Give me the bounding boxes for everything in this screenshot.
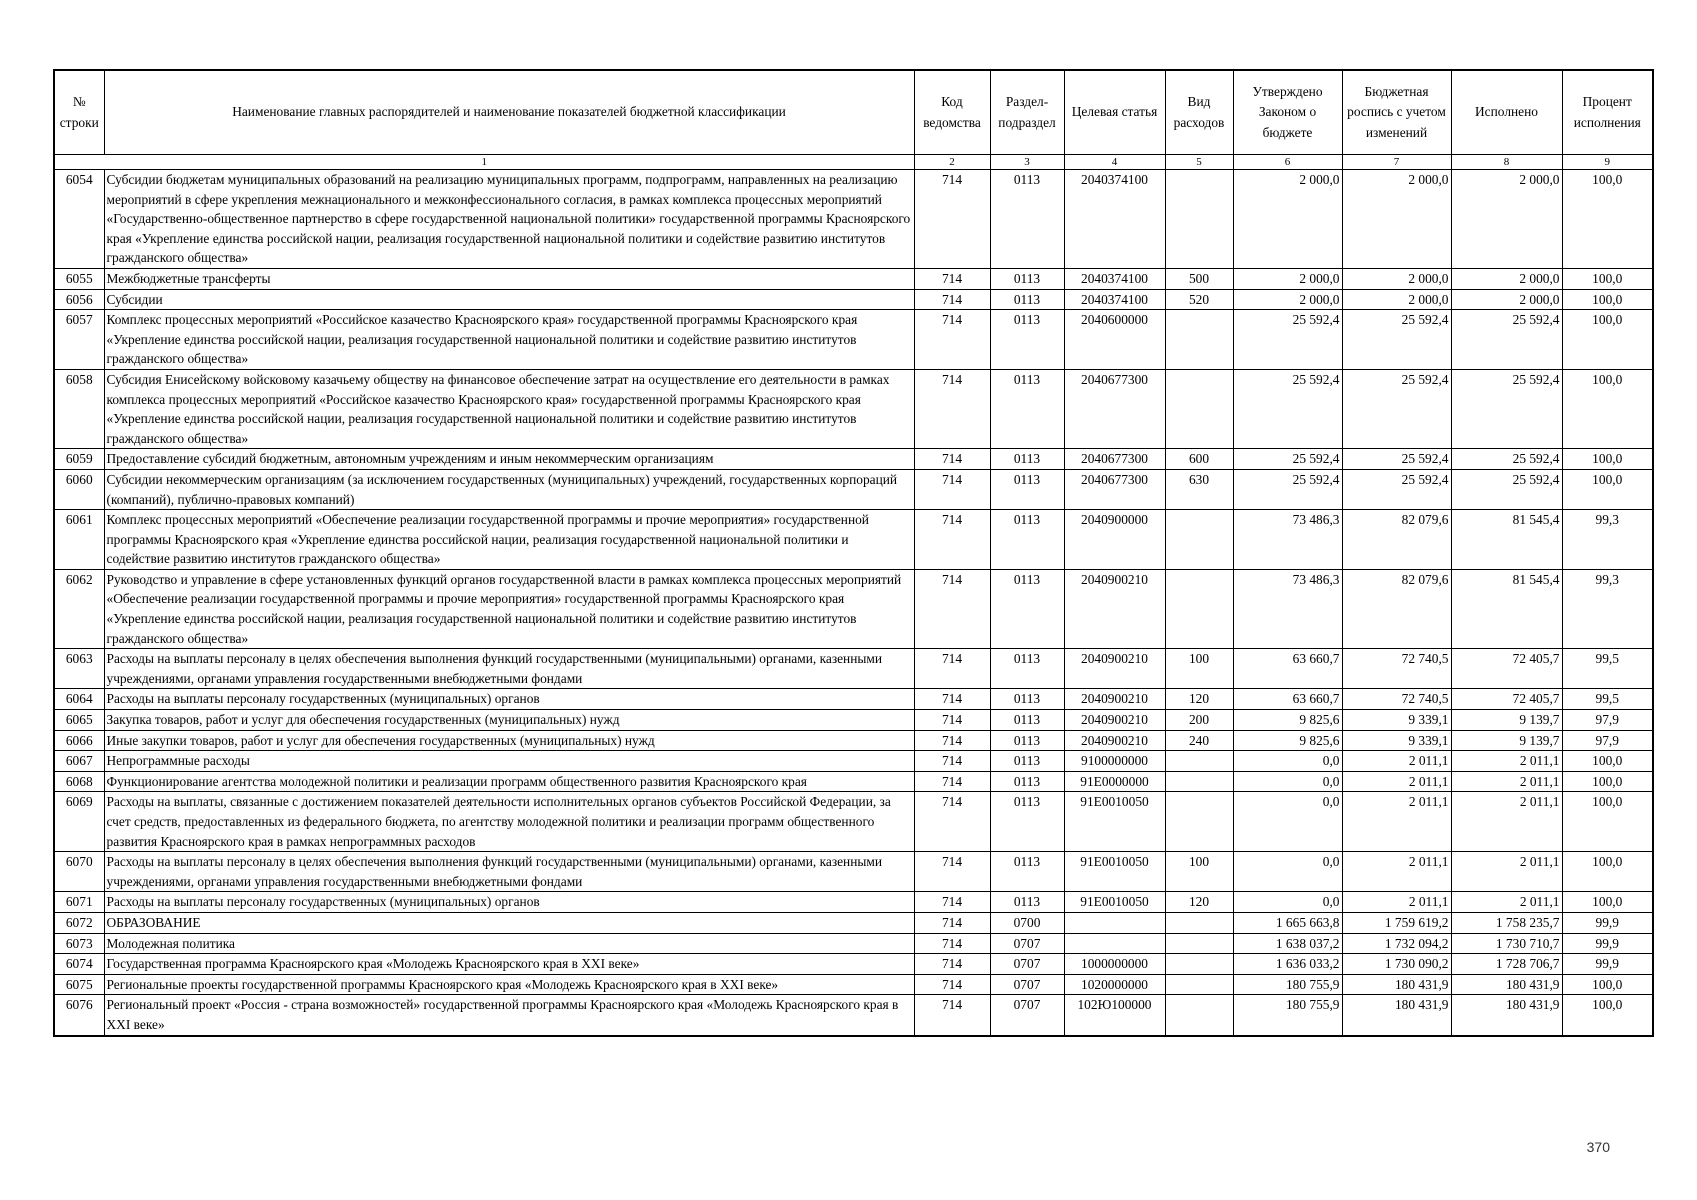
executed-amount: 9 139,7	[1451, 710, 1562, 731]
dept-code: 714	[914, 649, 990, 689]
percent-value: 100,0	[1562, 995, 1653, 1036]
row-name: Руководство и управление в сфере установленных функций органов государственной власти в рамках комплекса процессных мероприятий «Обеспечение реализации государственной программы и прочие мероприятия» государственной программы Красноярского края «Укрепление единства российской нации, реализация государственной национальной политики и содействие развитию институтов гражданского общества»	[104, 569, 914, 648]
budget-amount: 9 339,1	[1342, 730, 1451, 751]
expense-type	[1165, 974, 1233, 995]
executed-amount: 2 011,1	[1451, 792, 1562, 852]
expense-type	[1165, 954, 1233, 975]
expense-type	[1165, 933, 1233, 954]
dept-code: 714	[914, 569, 990, 648]
section-code: 0113	[990, 689, 1064, 710]
percent-value: 100,0	[1562, 792, 1653, 852]
dept-code: 714	[914, 469, 990, 509]
budget-amount: 2 011,1	[1342, 792, 1451, 852]
header-executed: Исполнено	[1451, 70, 1562, 155]
target-code: 91Е0010050	[1064, 852, 1165, 892]
approved-amount: 73 486,3	[1233, 510, 1342, 570]
executed-amount: 2 011,1	[1451, 751, 1562, 772]
budget-amount: 9 339,1	[1342, 710, 1451, 731]
row-name: Межбюджетные трансферты	[104, 268, 914, 289]
dept-code: 714	[914, 289, 990, 310]
expense-type	[1165, 771, 1233, 792]
row-number: 6060	[54, 469, 104, 509]
header-approved: Утверждено Законом о бюджете	[1233, 70, 1342, 155]
header-target: Целевая статья	[1064, 70, 1165, 155]
row-number: 6055	[54, 268, 104, 289]
target-code: 2040374100	[1064, 170, 1165, 269]
table-row	[54, 268, 1653, 289]
approved-amount: 0,0	[1233, 892, 1342, 913]
dept-code: 714	[914, 912, 990, 933]
expense-type: 520	[1165, 289, 1233, 310]
percent-value: 100,0	[1562, 771, 1653, 792]
header-name: Наименование главных распорядителей и наименование показателей бюджетной классификации	[104, 70, 914, 155]
row-name: Молодежная политика	[104, 933, 914, 954]
row-number: 6066	[54, 730, 104, 751]
percent-value: 100,0	[1562, 449, 1653, 470]
executed-amount: 72 405,7	[1451, 689, 1562, 710]
column-number: 7	[1342, 155, 1451, 170]
percent-value: 100,0	[1562, 974, 1653, 995]
target-code: 2040374100	[1064, 268, 1165, 289]
expense-type: 600	[1165, 449, 1233, 470]
budget-amount: 1 730 090,2	[1342, 954, 1451, 975]
row-name: Комплекс процессных мероприятий «Обеспечение реализации государственной программы и прочие мероприятия» государственной программы Красноярского края «Укрепление единства российской нации, реализация государственной национальной политики и содействие развитию институтов гражданского общества»	[104, 510, 914, 570]
target-code: 1000000000	[1064, 954, 1165, 975]
row-number: 6068	[54, 771, 104, 792]
row-number: 6059	[54, 449, 104, 470]
page-number: 370	[1586, 1139, 1610, 1155]
dept-code: 714	[914, 792, 990, 852]
budget-amount: 25 592,4	[1342, 310, 1451, 370]
expense-type: 100	[1165, 649, 1233, 689]
percent-value: 99,3	[1562, 569, 1653, 648]
percent-value: 100,0	[1562, 170, 1653, 269]
executed-amount: 180 431,9	[1451, 995, 1562, 1036]
executed-amount: 25 592,4	[1451, 369, 1562, 448]
percent-value: 100,0	[1562, 310, 1653, 370]
approved-amount: 0,0	[1233, 792, 1342, 852]
percent-value: 100,0	[1562, 369, 1653, 448]
table-row	[54, 852, 1653, 892]
section-code: 0113	[990, 852, 1064, 892]
approved-amount: 1 665 663,8	[1233, 912, 1342, 933]
dept-code: 714	[914, 954, 990, 975]
row-name: Субсидии	[104, 289, 914, 310]
budget-amount: 2 011,1	[1342, 892, 1451, 913]
row-number: 6063	[54, 649, 104, 689]
section-code: 0113	[990, 289, 1064, 310]
expense-type: 200	[1165, 710, 1233, 731]
table-row	[54, 369, 1653, 448]
table-row	[54, 730, 1653, 751]
dept-code: 714	[914, 170, 990, 269]
header-percent: Процент исполнения	[1562, 70, 1653, 155]
row-number: 6071	[54, 892, 104, 913]
expense-type: 240	[1165, 730, 1233, 751]
expense-type	[1165, 569, 1233, 648]
executed-amount: 1 728 706,7	[1451, 954, 1562, 975]
percent-value: 100,0	[1562, 751, 1653, 772]
section-code: 0707	[990, 974, 1064, 995]
executed-amount: 25 592,4	[1451, 469, 1562, 509]
budget-amount: 2 000,0	[1342, 170, 1451, 269]
row-name: Расходы на выплаты персоналу в целях обеспечения выполнения функций государственными (муниципальными) органами, казенными учреждениями, органами управления государственными внебюджетными фондами	[104, 852, 914, 892]
budget-amount: 180 431,9	[1342, 995, 1451, 1036]
executed-amount: 2 011,1	[1451, 852, 1562, 892]
header-exp-type: Вид расходов	[1165, 70, 1233, 155]
approved-amount: 1 636 033,2	[1233, 954, 1342, 975]
approved-amount: 25 592,4	[1233, 449, 1342, 470]
budget-table	[53, 69, 1654, 1037]
expense-type: 500	[1165, 268, 1233, 289]
budget-amount: 72 740,5	[1342, 689, 1451, 710]
budget-amount: 1 732 094,2	[1342, 933, 1451, 954]
row-number: 6067	[54, 751, 104, 772]
target-code: 2040900000	[1064, 510, 1165, 570]
target-code: 2040677300	[1064, 369, 1165, 448]
row-name: Иные закупки товаров, работ и услуг для обеспечения государственных (муниципальных) нужд	[104, 730, 914, 751]
budget-amount: 1 759 619,2	[1342, 912, 1451, 933]
row-number: 6056	[54, 289, 104, 310]
executed-amount: 81 545,4	[1451, 510, 1562, 570]
expense-type	[1165, 912, 1233, 933]
executed-amount: 9 139,7	[1451, 730, 1562, 751]
row-name: Региональные проекты государственной программы Красноярского края «Молодежь Красноярского края в XXI веке»	[104, 974, 914, 995]
dept-code: 714	[914, 689, 990, 710]
row-number: 6072	[54, 912, 104, 933]
executed-amount: 2 000,0	[1451, 268, 1562, 289]
target-code: 2040900210	[1064, 689, 1165, 710]
budget-amount: 25 592,4	[1342, 469, 1451, 509]
approved-amount: 2 000,0	[1233, 170, 1342, 269]
row-name: Субсидии бюджетам муниципальных образований на реализацию муниципальных программ, подпрограмм, направленных на реализацию мероприятий в сфере укрепления межнационального и межконфессионального согласия, в рамках комплекса процессных мероприятий «Государственно-общественное партнерство в сфере государственной национальной политики» государственной программы Красноярского края «Укрепление единства российской нации, реализация государственной национальной политики и содействие развитию институтов гражданского общества»	[104, 170, 914, 269]
dept-code: 714	[914, 710, 990, 731]
section-code: 0113	[990, 649, 1064, 689]
row-name: Непрограммные расходы	[104, 751, 914, 772]
section-code: 0113	[990, 569, 1064, 648]
percent-value: 99,3	[1562, 510, 1653, 570]
section-code: 0113	[990, 449, 1064, 470]
row-number: 6070	[54, 852, 104, 892]
approved-amount: 25 592,4	[1233, 469, 1342, 509]
executed-amount: 25 592,4	[1451, 310, 1562, 370]
budget-amount: 2 000,0	[1342, 289, 1451, 310]
budget-amount: 25 592,4	[1342, 369, 1451, 448]
target-code	[1064, 912, 1165, 933]
approved-amount: 9 825,6	[1233, 730, 1342, 751]
target-code: 91Е0000000	[1064, 771, 1165, 792]
table-row	[54, 954, 1653, 975]
approved-amount: 63 660,7	[1233, 689, 1342, 710]
section-code: 0707	[990, 995, 1064, 1036]
section-code: 0113	[990, 469, 1064, 509]
dept-code: 714	[914, 449, 990, 470]
row-number: 6076	[54, 995, 104, 1036]
header-section: Раздел- подраздел	[990, 70, 1064, 155]
target-code: 2040900210	[1064, 730, 1165, 751]
approved-amount: 0,0	[1233, 751, 1342, 772]
approved-amount: 1 638 037,2	[1233, 933, 1342, 954]
table-row	[54, 310, 1653, 370]
row-name: Расходы на выплаты персоналу государственных (муниципальных) органов	[104, 689, 914, 710]
target-code: 102Ю100000	[1064, 995, 1165, 1036]
row-number: 6061	[54, 510, 104, 570]
executed-amount: 1 730 710,7	[1451, 933, 1562, 954]
row-number: 6058	[54, 369, 104, 448]
percent-value: 99,9	[1562, 912, 1653, 933]
section-code: 0113	[990, 170, 1064, 269]
table-row	[54, 974, 1653, 995]
approved-amount: 63 660,7	[1233, 649, 1342, 689]
target-code: 1020000000	[1064, 974, 1165, 995]
approved-amount: 73 486,3	[1233, 569, 1342, 648]
section-code: 0113	[990, 730, 1064, 751]
budget-amount: 25 592,4	[1342, 449, 1451, 470]
target-code: 9100000000	[1064, 751, 1165, 772]
approved-amount: 0,0	[1233, 852, 1342, 892]
row-name: Функционирование агентства молодежной политики и реализации программ общественного развития Красноярского края	[104, 771, 914, 792]
table-row	[54, 912, 1653, 933]
section-code: 0113	[990, 792, 1064, 852]
budget-amount: 2 000,0	[1342, 268, 1451, 289]
row-name: Расходы на выплаты персоналу государственных (муниципальных) органов	[104, 892, 914, 913]
approved-amount: 2 000,0	[1233, 289, 1342, 310]
table-row	[54, 449, 1653, 470]
row-name: Предоставление субсидий бюджетным, автономным учреждениям и иным некоммерческим организациям	[104, 449, 914, 470]
approved-amount: 0,0	[1233, 771, 1342, 792]
expense-type	[1165, 310, 1233, 370]
table-row	[54, 510, 1653, 570]
approved-amount: 180 755,9	[1233, 995, 1342, 1036]
row-number: 6075	[54, 974, 104, 995]
approved-amount: 25 592,4	[1233, 369, 1342, 448]
row-name: Государственная программа Красноярского края «Молодежь Красноярского края в XXI веке»	[104, 954, 914, 975]
budget-amount: 2 011,1	[1342, 852, 1451, 892]
executed-amount: 2 011,1	[1451, 771, 1562, 792]
dept-code: 714	[914, 995, 990, 1036]
budget-amount: 2 011,1	[1342, 751, 1451, 772]
percent-value: 97,9	[1562, 730, 1653, 751]
target-code: 2040900210	[1064, 569, 1165, 648]
percent-value: 100,0	[1562, 892, 1653, 913]
section-code: 0707	[990, 933, 1064, 954]
header-dept-code: Код ведомства	[914, 70, 990, 155]
dept-code: 714	[914, 852, 990, 892]
dept-code: 714	[914, 751, 990, 772]
percent-value: 97,9	[1562, 710, 1653, 731]
row-name: Комплекс процессных мероприятий «Российское казачество Красноярского края» государственной программы Красноярского края «Укрепление единства российской нации, реализация государственной национальной политики и содействие развитию институтов гражданского общества»	[104, 310, 914, 370]
table-row	[54, 689, 1653, 710]
budget-amount: 72 740,5	[1342, 649, 1451, 689]
column-number: 4	[1064, 155, 1165, 170]
target-code: 91Е0010050	[1064, 792, 1165, 852]
section-code: 0113	[990, 369, 1064, 448]
target-code	[1064, 933, 1165, 954]
target-code: 2040900210	[1064, 710, 1165, 731]
column-number: 1	[54, 155, 914, 170]
dept-code: 714	[914, 369, 990, 448]
row-name: Региональный проект «Россия - страна возможностей» государственной программы Красноярского края «Молодежь Красноярского края в XXI веке»	[104, 995, 914, 1036]
table-row	[54, 995, 1653, 1036]
executed-amount: 1 758 235,7	[1451, 912, 1562, 933]
row-name: ОБРАЗОВАНИЕ	[104, 912, 914, 933]
row-name: Закупка товаров, работ и услуг для обеспечения государственных (муниципальных) нужд	[104, 710, 914, 731]
column-number: 5	[1165, 155, 1233, 170]
table-row	[54, 170, 1653, 269]
executed-amount: 2 011,1	[1451, 892, 1562, 913]
section-code: 0113	[990, 751, 1064, 772]
approved-amount: 25 592,4	[1233, 310, 1342, 370]
target-code: 2040900210	[1064, 649, 1165, 689]
table-row	[54, 710, 1653, 731]
section-code: 0113	[990, 268, 1064, 289]
dept-code: 714	[914, 892, 990, 913]
budget-amount: 82 079,6	[1342, 569, 1451, 648]
executed-amount: 81 545,4	[1451, 569, 1562, 648]
row-number: 6062	[54, 569, 104, 648]
target-code: 2040374100	[1064, 289, 1165, 310]
table-row	[54, 933, 1653, 954]
table-row	[54, 569, 1653, 648]
section-code: 0700	[990, 912, 1064, 933]
percent-value: 99,5	[1562, 689, 1653, 710]
approved-amount: 9 825,6	[1233, 710, 1342, 731]
executed-amount: 25 592,4	[1451, 449, 1562, 470]
table-row	[54, 751, 1653, 772]
section-code: 0113	[990, 510, 1064, 570]
dept-code: 714	[914, 510, 990, 570]
row-name: Расходы на выплаты, связанные с достижением показателей деятельности исполнительных органов субъектов Российской Федерации, за счет средств, предоставленных из федерального бюджета, по агентству молодежной политики и реализации программ общественного развития Красноярского края в рамках непрограммных расходов	[104, 792, 914, 852]
expense-type: 120	[1165, 892, 1233, 913]
executed-amount: 72 405,7	[1451, 649, 1562, 689]
percent-value: 100,0	[1562, 268, 1653, 289]
percent-value: 100,0	[1562, 289, 1653, 310]
section-code: 0113	[990, 710, 1064, 731]
expense-type: 630	[1165, 469, 1233, 509]
row-number: 6074	[54, 954, 104, 975]
executed-amount: 180 431,9	[1451, 974, 1562, 995]
row-name: Субсидия Енисейскому войсковому казачьему обществу на финансовое обеспечение затрат на осуществление его деятельности в рамках комплекса процессных мероприятий «Российское казачество Красноярского края» государственной программы Красноярского края «Укрепление единства российской нации, реализация государственной национальной политики и содействие развитию институтов гражданского общества»	[104, 369, 914, 448]
dept-code: 714	[914, 730, 990, 751]
target-code: 2040677300	[1064, 469, 1165, 509]
expense-type	[1165, 369, 1233, 448]
column-number: 6	[1233, 155, 1342, 170]
dept-code: 714	[914, 310, 990, 370]
budget-amount: 82 079,6	[1342, 510, 1451, 570]
budget-amount: 2 011,1	[1342, 771, 1451, 792]
dept-code: 714	[914, 268, 990, 289]
column-number: 8	[1451, 155, 1562, 170]
expense-type	[1165, 510, 1233, 570]
percent-value: 99,9	[1562, 933, 1653, 954]
approved-amount: 180 755,9	[1233, 974, 1342, 995]
budget-amount: 180 431,9	[1342, 974, 1451, 995]
percent-value: 100,0	[1562, 469, 1653, 509]
expense-type: 100	[1165, 852, 1233, 892]
row-number: 6073	[54, 933, 104, 954]
row-number: 6065	[54, 710, 104, 731]
table-row	[54, 892, 1653, 913]
section-code: 0113	[990, 892, 1064, 913]
section-code: 0113	[990, 310, 1064, 370]
header-row-no: № строки	[54, 70, 104, 155]
dept-code: 714	[914, 974, 990, 995]
expense-type	[1165, 995, 1233, 1036]
column-number: 9	[1562, 155, 1653, 170]
row-number: 6057	[54, 310, 104, 370]
dept-code: 714	[914, 771, 990, 792]
table-row	[54, 289, 1653, 310]
row-name: Субсидии некоммерческим организациям (за исключением государственных (муниципальных) учреждений, государственных корпораций (компаний), публично-правовых компаний)	[104, 469, 914, 509]
executed-amount: 2 000,0	[1451, 170, 1562, 269]
expense-type: 120	[1165, 689, 1233, 710]
table-row	[54, 792, 1653, 852]
percent-value: 100,0	[1562, 852, 1653, 892]
executed-amount: 2 000,0	[1451, 289, 1562, 310]
table-row	[54, 649, 1653, 689]
row-name: Расходы на выплаты персоналу в целях обеспечения выполнения функций государственными (муниципальными) органами, казенными учреждениями, органами управления государственными внебюджетными фондами	[104, 649, 914, 689]
column-number: 2	[914, 155, 990, 170]
dept-code: 714	[914, 933, 990, 954]
expense-type	[1165, 792, 1233, 852]
row-number: 6069	[54, 792, 104, 852]
percent-value: 99,9	[1562, 954, 1653, 975]
row-number: 6054	[54, 170, 104, 269]
expense-type	[1165, 751, 1233, 772]
table-row	[54, 771, 1653, 792]
approved-amount: 2 000,0	[1233, 268, 1342, 289]
column-number: 3	[990, 155, 1064, 170]
section-code: 0113	[990, 771, 1064, 792]
section-code: 0707	[990, 954, 1064, 975]
expense-type	[1165, 170, 1233, 269]
percent-value: 99,5	[1562, 649, 1653, 689]
header-budget-list: Бюджетная роспись с учетом изменений	[1342, 70, 1451, 155]
target-code: 2040600000	[1064, 310, 1165, 370]
target-code: 2040677300	[1064, 449, 1165, 470]
table-row	[54, 469, 1653, 509]
target-code: 91Е0010050	[1064, 892, 1165, 913]
row-number: 6064	[54, 689, 104, 710]
table-body	[54, 170, 1653, 1036]
